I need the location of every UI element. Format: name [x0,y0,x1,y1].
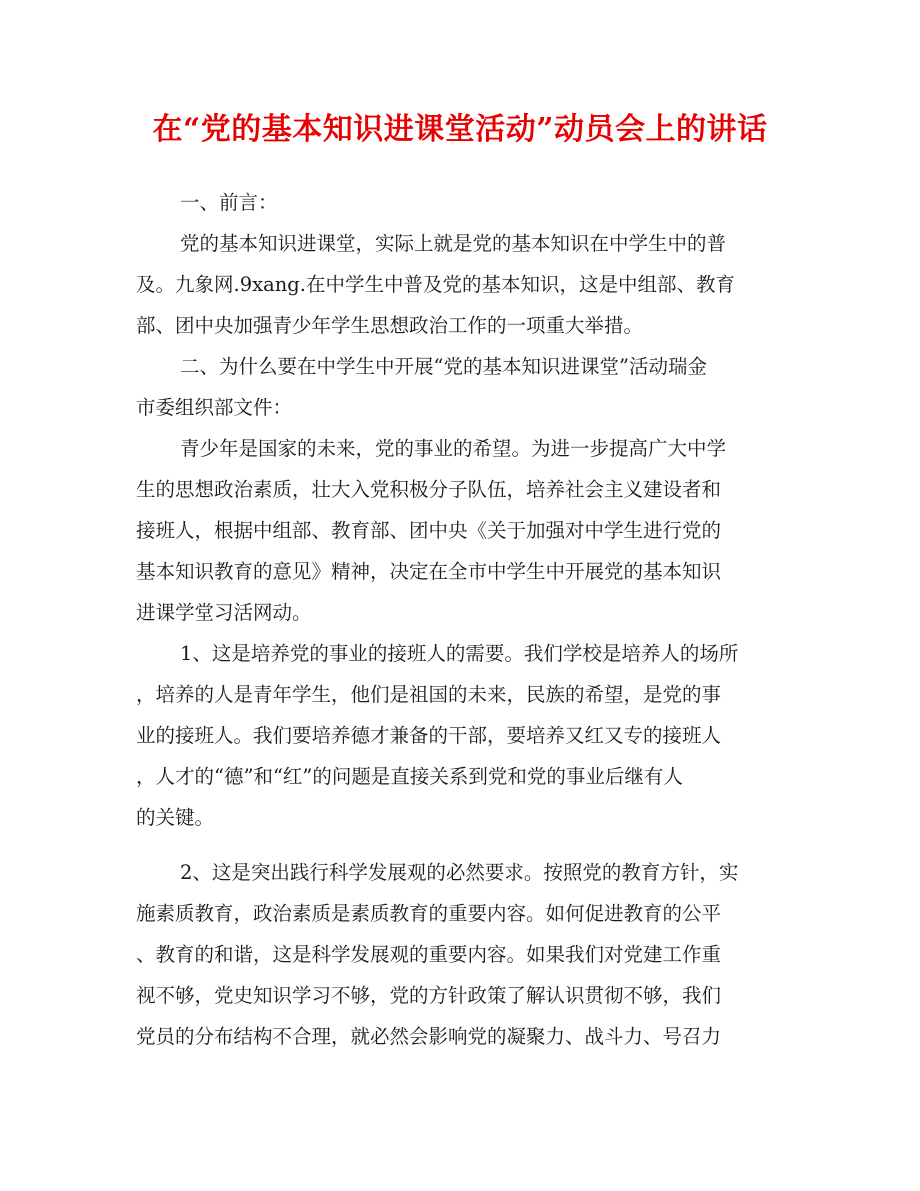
paragraph-line: 、教育的和谐，这是科学发展观的重要内容。如果我们对党建工作重 [136,943,722,966]
paragraph-line: 及。九象网.9xang.在中学生中普及党的基本知识，这是中组部、教育 [136,273,735,296]
point-1-line: 1、这是培养党的事业的接班人的需要。我们学校是培养人的场所 [180,642,739,665]
document-body [136,182,776,1057]
paragraph-line: 部、团中央加强青少年学生思想政治工作的一项重大举措。 [136,314,644,337]
point-2-line: 2、这是突出践行科学发展观的必然要求。按照党的教育方针，实 [180,861,739,884]
paragraph-line: 青少年是国家的未来，党的事业的希望。为进一步提高广大中学 [180,437,727,460]
paragraph-line: 接班人，根据中组部、教育部、团中央《关于加强对中学生进行党的 [136,519,722,542]
paragraph-line: 视不够，党史知识学习不够，党的方针政策了解认识贯彻不够，我们 [136,984,722,1007]
paragraph-line: ，培养的人是青年学生，他们是祖国的未来，民族的希望，是党的事 [136,683,722,706]
paragraph-line: 生的思想政治素质，壮大入党积极分子队伍，培养社会主义建设者和 [136,478,722,501]
paragraph-line: 施素质教育，政治素质是素质教育的重要内容。如何促进教育的公平 [136,902,722,925]
document-title: 在“党的基本知识进课堂活动”动员会上的讲话 [152,112,768,147]
section-heading-preface: 一、前言： [180,191,278,214]
paragraph-line: 业的接班人。我们要培养德才兼备的干部，要培养又红又专的接班人 [136,724,722,747]
section-heading-why: 二、为什么要在中学生中开展“党的基本知识进课堂”活动瑞金 [180,355,707,378]
paragraph-line: 基本知识教育的意见》精神，决定在全市中学生中开展党的基本知识 [136,560,722,583]
paragraph-line: 的关键。 [136,806,215,829]
paragraph-line: 进课学堂习活网动。 [136,601,312,624]
paragraph-line: 党员的分布结构不合理，就必然会影响党的凝聚力、战斗力、号召力 [136,1025,722,1048]
paragraph-line: 党的基本知识进课堂，实际上就是党的基本知识在中学生中的普 [180,232,727,255]
paragraph-line: ，人才的“德”和“红”的问题是直接关系到党和党的事业后继有人 [136,765,683,788]
paragraph-line: 市委组织部文件： [136,396,293,419]
